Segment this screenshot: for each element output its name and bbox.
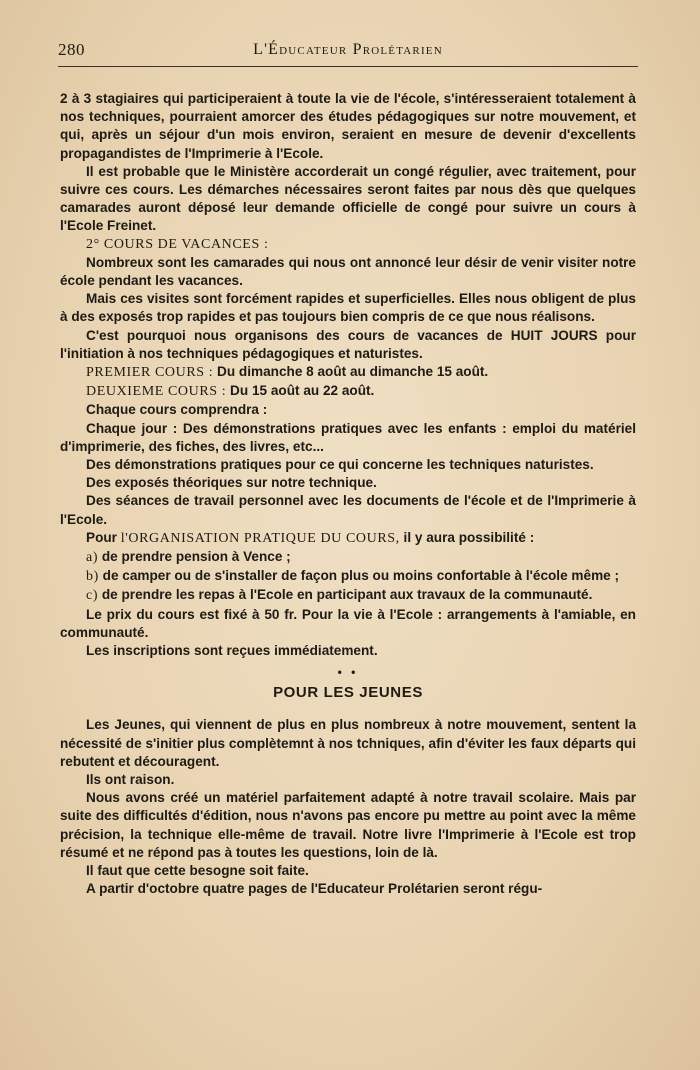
paragraph: Chaque jour : Des démonstrations pratiques avec les enfants : emploi du matériel d'imprimerie, des fiches, des livres, etc... xyxy=(60,420,636,454)
course-label: PREMIER COURS : xyxy=(86,365,214,381)
paragraph xyxy=(60,363,636,382)
paragraph: Le prix du cours est fixé à 50 fr. Pour la vie à l'Ecole : arrangements à l'amiable, en communauté. xyxy=(60,606,636,640)
paragraph: Mais ces visites sont forcément rapides et superficielles. Elles nous obligent de plus à des exposés trop rapides et pas toujours bien compris de ce que nous réalisons. xyxy=(60,291,636,325)
paragraph: Ils ont raison. xyxy=(86,771,175,787)
paragraph: Nous avons créé un matériel parfaitement adapté à notre travail scolaire. Mais par suite des difficultés d'édition, nous n'avons pas encore pu mettre au point avec la même précision, la technique elle-même de travail. Notre livre l'Imprimerie à l'Ecole est trop résumé et ne répond pas à toutes les questions, loin de là. xyxy=(60,790,636,860)
paragraph: Des exposés théoriques sur notre technique. xyxy=(86,475,377,491)
separator-dots: • • xyxy=(337,665,359,680)
paragraph xyxy=(60,529,636,548)
organisation-label: l'ORGANISATION PRATIQUE DU COURS, xyxy=(120,530,400,546)
section-heading: 2° COURS DE VACANCES : xyxy=(86,236,269,252)
page-header xyxy=(58,40,638,67)
paragraph: Les Jeunes, qui viennent de plus en plus nombreux à notre mouvement, sentent la nécessité de s'initier plus complètemnt à nos tchniques, afin d'éviter les faux départs qui rebutent et découragent. xyxy=(60,717,636,769)
list-marker: b) xyxy=(86,569,99,585)
list-text: de camper ou de s'installer de façon plus ou moins confortable à l'école même ; xyxy=(98,568,620,584)
paragraph: Chaque cours comprendra : xyxy=(86,402,268,418)
list-text: de prendre les repas à l'Ecole en participant aux travaux de la communauté. xyxy=(98,587,593,603)
list-item xyxy=(60,567,636,586)
journal-title: L'Éducateur Prolétarien xyxy=(253,41,443,58)
list-text: de prendre pension à Vence ; xyxy=(98,549,291,565)
list-item xyxy=(60,548,636,567)
course-dates: Du dimanche 8 août au dimanche 15 août. xyxy=(213,364,489,380)
course-dates: Du 15 août au 22 août. xyxy=(226,383,375,399)
paragraph: Les inscriptions sont reçues immédiatement. xyxy=(86,643,378,659)
paragraph: Des séances de travail personnel avec les documents de l'école et de l'Imprimerie à l'Ecole. xyxy=(60,493,636,527)
text-run: il y aura possibilité : xyxy=(399,529,535,545)
paragraph: Il est probable que le Ministère accorderait un congé régulier, avec traitement, pour suivre ces cours. Les démarches nécessaires seront faites par nous dès que quelques camarades auront déposé leur demande officielle de congé pour suivre un cours à l'Ecole Freinet. xyxy=(60,163,636,234)
section-title: POUR LES JEUNES xyxy=(273,684,423,702)
paragraph: C'est pourquoi nous organisons des cours de vacances de HUIT JOURS pour l'initiation à nos techniques pédagogiques et naturistes. xyxy=(60,327,636,361)
list-marker: c) xyxy=(86,588,99,604)
course-label: DEUXIEME COURS : xyxy=(86,384,227,400)
paragraph: A partir d'octobre quatre pages de l'Educateur Prolétarien seront régu- xyxy=(86,881,543,897)
paragraph: Nombreux sont les camarades qui nous ont annoncé leur désir de venir visiter notre école pendant les vacances. xyxy=(60,254,636,289)
page-number: 280 xyxy=(58,40,85,59)
list-item xyxy=(60,586,636,605)
list-marker: a) xyxy=(86,550,99,566)
article-body xyxy=(60,90,636,898)
paragraph: Des démonstrations pratiques pour ce qui concerne les techniques naturistes. xyxy=(86,457,594,473)
text-run: Pour xyxy=(86,529,121,545)
paragraph: 2 à 3 stagiaires qui participeraient à toute la vie de l'école, s'intéresseraient totalement à nos techniques, pourraient amorcer des études pédagogiques sur notre mouvement, et qui, après un séjour d'un mois environ, seraient en mesure de devenir d'excellents propagandistes de l'Imprimerie à l'Ecole. xyxy=(60,91,636,161)
paragraph xyxy=(60,382,636,401)
paragraph: Il faut que cette besogne soit faite. xyxy=(86,862,309,878)
